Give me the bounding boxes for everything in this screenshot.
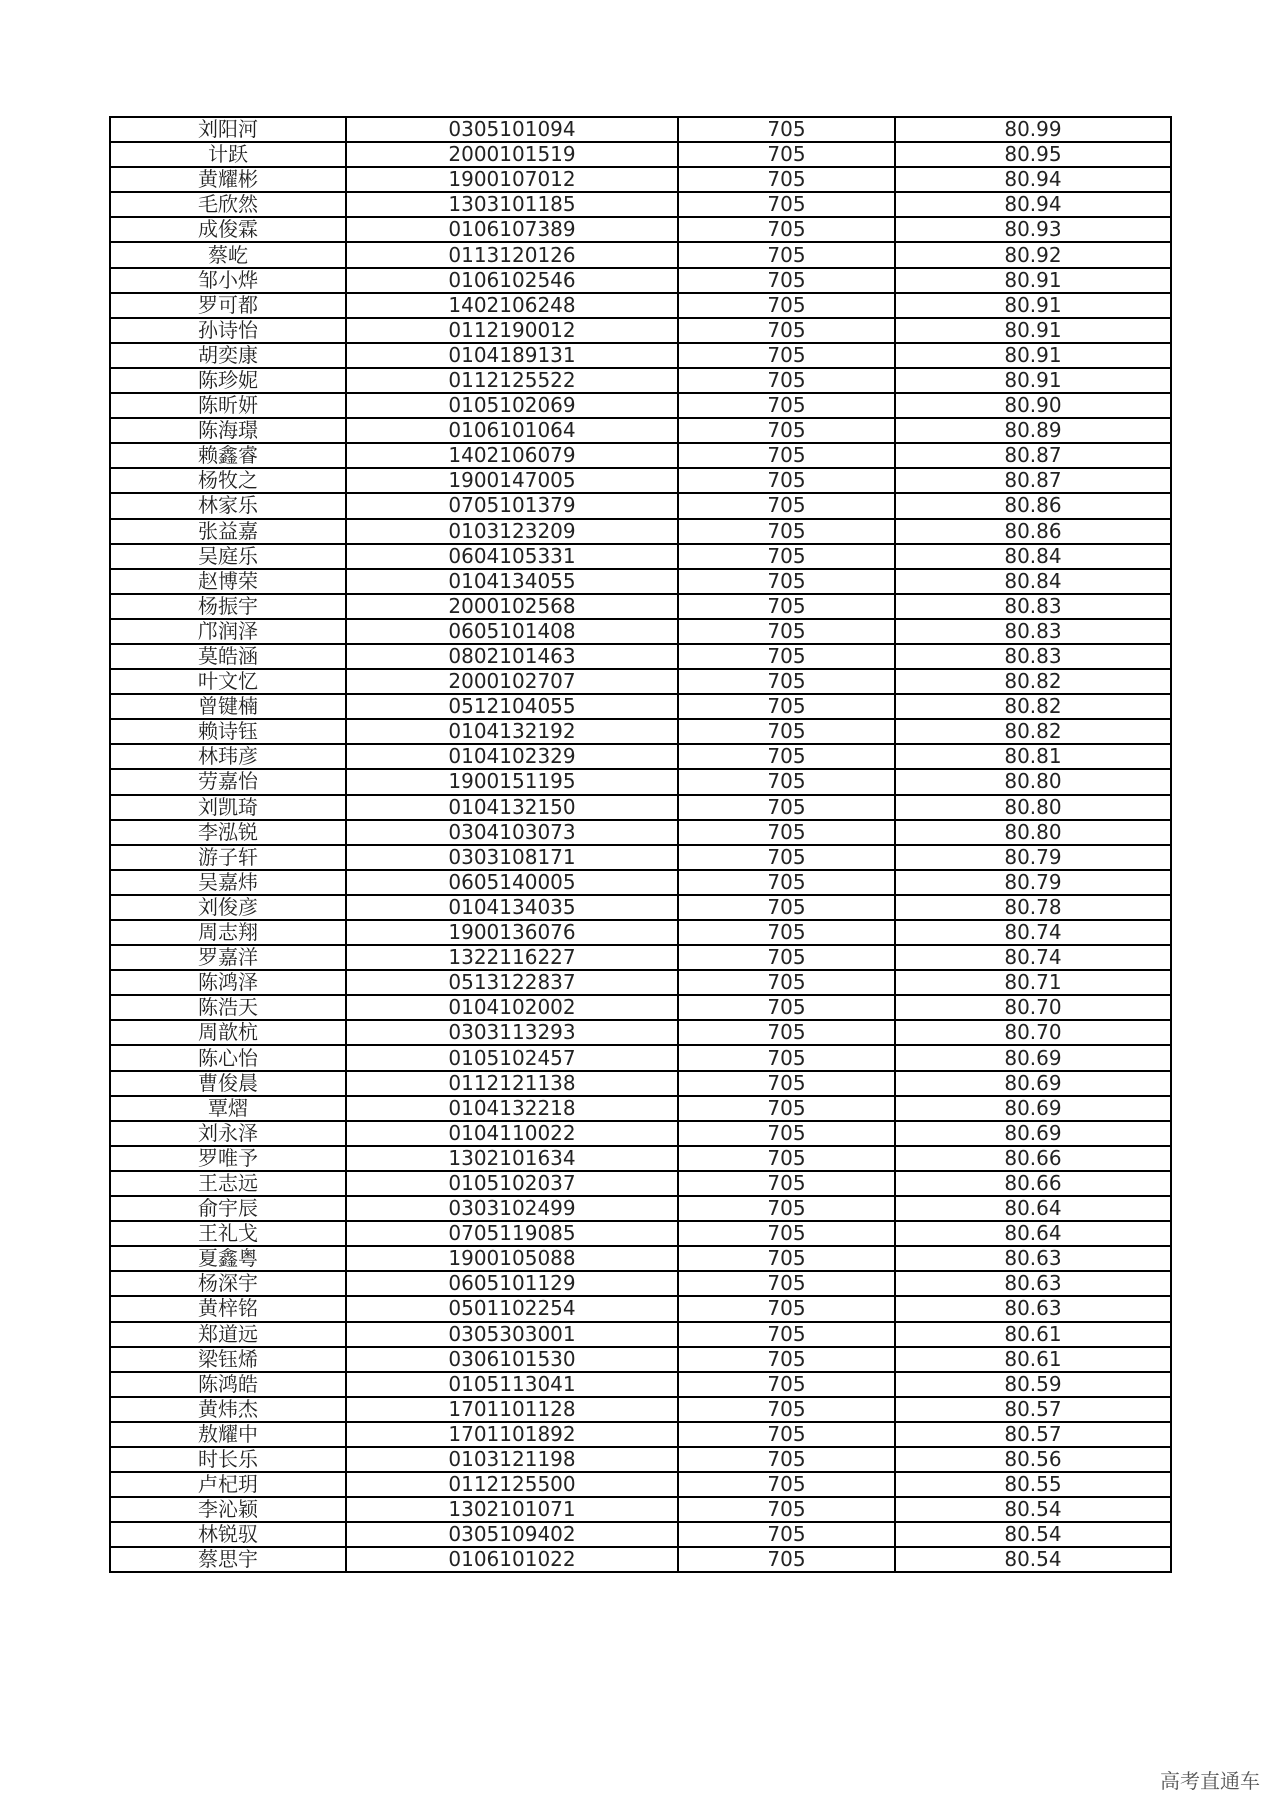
- name-cell: 赖鑫睿: [110, 443, 346, 468]
- table-row: [110, 1447, 1171, 1472]
- code-cell: 705: [678, 870, 895, 895]
- id-cell: 0605140005: [346, 870, 678, 895]
- code-cell: 705: [678, 1422, 895, 1447]
- code-cell: 705: [678, 1020, 895, 1045]
- id-cell: 0103121198: [346, 1447, 678, 1472]
- code-cell: 705: [678, 493, 895, 518]
- id-cell: 0112125522: [346, 368, 678, 393]
- table-row: [110, 920, 1171, 945]
- score-cell: 80.91: [895, 293, 1171, 318]
- id-cell: 0106102546: [346, 268, 678, 293]
- score-cell: 80.69: [895, 1096, 1171, 1121]
- code-cell: 705: [678, 1397, 895, 1422]
- table-row: [110, 1196, 1171, 1221]
- table-row: [110, 820, 1171, 845]
- name-cell: 梁钰烯: [110, 1347, 346, 1372]
- code-cell: 705: [678, 920, 895, 945]
- score-cell: 80.70: [895, 995, 1171, 1020]
- table-row: [110, 694, 1171, 719]
- id-cell: 1402106079: [346, 443, 678, 468]
- score-cell: 80.59: [895, 1372, 1171, 1397]
- code-cell: 705: [678, 242, 895, 267]
- code-cell: 705: [678, 217, 895, 242]
- name-cell: 李泓锐: [110, 820, 346, 845]
- name-cell: 陈浩天: [110, 995, 346, 1020]
- code-cell: 705: [678, 945, 895, 970]
- code-cell: 705: [678, 443, 895, 468]
- id-cell: 0304103073: [346, 820, 678, 845]
- name-cell: 曹俊晨: [110, 1071, 346, 1096]
- name-cell: 俞宇辰: [110, 1196, 346, 1221]
- code-cell: 705: [678, 318, 895, 343]
- name-cell: 陈昕妍: [110, 393, 346, 418]
- score-cell: 80.83: [895, 594, 1171, 619]
- table-row: [110, 268, 1171, 293]
- table-row: [110, 719, 1171, 744]
- score-table-body: [110, 117, 1171, 1572]
- score-cell: 80.90: [895, 393, 1171, 418]
- id-cell: 2000102568: [346, 594, 678, 619]
- id-cell: 1900136076: [346, 920, 678, 945]
- code-cell: 705: [678, 769, 895, 794]
- name-cell: 陈心怡: [110, 1045, 346, 1070]
- name-cell: 郑道远: [110, 1322, 346, 1347]
- score-cell: 80.87: [895, 468, 1171, 493]
- id-cell: 0104110022: [346, 1121, 678, 1146]
- table-row: [110, 192, 1171, 217]
- table-row: [110, 142, 1171, 167]
- score-cell: 80.91: [895, 343, 1171, 368]
- id-cell: 0513122837: [346, 970, 678, 995]
- score-cell: 80.94: [895, 167, 1171, 192]
- table-row: [110, 293, 1171, 318]
- id-cell: 1900151195: [346, 769, 678, 794]
- table-row: [110, 569, 1171, 594]
- table-row: [110, 1422, 1171, 1447]
- table-row: [110, 1397, 1171, 1422]
- name-cell: 罗唯予: [110, 1146, 346, 1171]
- table-row: [110, 368, 1171, 393]
- id-cell: 0105113041: [346, 1372, 678, 1397]
- name-cell: 邹小烨: [110, 268, 346, 293]
- code-cell: 705: [678, 970, 895, 995]
- name-cell: 杨振宇: [110, 594, 346, 619]
- table-row: [110, 468, 1171, 493]
- code-cell: 705: [678, 1472, 895, 1497]
- code-cell: 705: [678, 820, 895, 845]
- score-cell: 80.70: [895, 1020, 1171, 1045]
- code-cell: 705: [678, 519, 895, 544]
- id-cell: 1701101892: [346, 1422, 678, 1447]
- id-cell: 0105102069: [346, 393, 678, 418]
- table-row: [110, 117, 1171, 142]
- name-cell: 劳嘉怡: [110, 769, 346, 794]
- table-row: [110, 493, 1171, 518]
- score-cell: 80.86: [895, 493, 1171, 518]
- name-cell: 叶文忆: [110, 669, 346, 694]
- code-cell: 705: [678, 1547, 895, 1572]
- table-row: [110, 1271, 1171, 1296]
- name-cell: 赖诗钰: [110, 719, 346, 744]
- code-cell: 705: [678, 192, 895, 217]
- table-row: [110, 1020, 1171, 1045]
- name-cell: 赵博荣: [110, 569, 346, 594]
- id-cell: 0105102457: [346, 1045, 678, 1070]
- name-cell: 王志远: [110, 1171, 346, 1196]
- id-cell: 1302101634: [346, 1146, 678, 1171]
- score-cell: 80.55: [895, 1472, 1171, 1497]
- score-cell: 80.80: [895, 795, 1171, 820]
- id-cell: 0112190012: [346, 318, 678, 343]
- code-cell: 705: [678, 895, 895, 920]
- code-cell: 705: [678, 544, 895, 569]
- table-row: [110, 669, 1171, 694]
- table-row: [110, 1171, 1171, 1196]
- name-cell: 胡奕康: [110, 343, 346, 368]
- id-cell: 0106107389: [346, 217, 678, 242]
- score-cell: 80.79: [895, 870, 1171, 895]
- id-cell: 0105102037: [346, 1171, 678, 1196]
- code-cell: 705: [678, 1447, 895, 1472]
- table-row: [110, 945, 1171, 970]
- id-cell: 0103123209: [346, 519, 678, 544]
- score-cell: 80.80: [895, 769, 1171, 794]
- name-cell: 夏鑫粤: [110, 1246, 346, 1271]
- score-cell: 80.54: [895, 1497, 1171, 1522]
- id-cell: 0104132192: [346, 719, 678, 744]
- code-cell: 705: [678, 795, 895, 820]
- score-cell: 80.93: [895, 217, 1171, 242]
- table-row: [110, 1121, 1171, 1146]
- score-cell: 80.83: [895, 619, 1171, 644]
- name-cell: 周歆杭: [110, 1020, 346, 1045]
- id-cell: 0605101129: [346, 1271, 678, 1296]
- table-row: [110, 594, 1171, 619]
- table-row: [110, 1146, 1171, 1171]
- name-cell: 黄耀彬: [110, 167, 346, 192]
- score-cell: 80.63: [895, 1246, 1171, 1271]
- table-row: [110, 217, 1171, 242]
- code-cell: 705: [678, 594, 895, 619]
- name-cell: 陈珍妮: [110, 368, 346, 393]
- id-cell: 1302101071: [346, 1497, 678, 1522]
- id-cell: 0104102329: [346, 744, 678, 769]
- score-cell: 80.79: [895, 845, 1171, 870]
- score-cell: 80.63: [895, 1271, 1171, 1296]
- watermark-text: 高考直通车: [1160, 1769, 1260, 1793]
- name-cell: 曾键楠: [110, 694, 346, 719]
- id-cell: 0104132218: [346, 1096, 678, 1121]
- code-cell: 705: [678, 393, 895, 418]
- id-cell: 1900147005: [346, 468, 678, 493]
- score-cell: 80.82: [895, 669, 1171, 694]
- score-cell: 80.54: [895, 1522, 1171, 1547]
- name-cell: 莫皓涵: [110, 644, 346, 669]
- id-cell: 0104132150: [346, 795, 678, 820]
- score-cell: 80.92: [895, 242, 1171, 267]
- id-cell: 0303108171: [346, 845, 678, 870]
- table-row: [110, 544, 1171, 569]
- score-cell: 80.57: [895, 1422, 1171, 1447]
- score-cell: 80.54: [895, 1547, 1171, 1572]
- id-cell: 0604105331: [346, 544, 678, 569]
- table-row: [110, 343, 1171, 368]
- table-row: [110, 845, 1171, 870]
- score-cell: 80.66: [895, 1171, 1171, 1196]
- code-cell: 705: [678, 1146, 895, 1171]
- code-cell: 705: [678, 343, 895, 368]
- code-cell: 705: [678, 418, 895, 443]
- name-cell: 成俊霖: [110, 217, 346, 242]
- score-cell: 80.82: [895, 719, 1171, 744]
- table-row: [110, 519, 1171, 544]
- table-row: [110, 1071, 1171, 1096]
- id-cell: 0113120126: [346, 242, 678, 267]
- id-cell: 1900105088: [346, 1246, 678, 1271]
- name-cell: 陈鸿泽: [110, 970, 346, 995]
- id-cell: 0305303001: [346, 1322, 678, 1347]
- table-row: [110, 242, 1171, 267]
- id-cell: 0104102002: [346, 995, 678, 1020]
- table-row: [110, 644, 1171, 669]
- name-cell: 刘阳河: [110, 117, 346, 142]
- table-row: [110, 1472, 1171, 1497]
- name-cell: 邝润泽: [110, 619, 346, 644]
- table-row: [110, 1372, 1171, 1397]
- id-cell: 0106101022: [346, 1547, 678, 1572]
- name-cell: 覃熠: [110, 1096, 346, 1121]
- score-cell: 80.69: [895, 1121, 1171, 1146]
- name-cell: 敖耀中: [110, 1422, 346, 1447]
- code-cell: 705: [678, 167, 895, 192]
- name-cell: 计跃: [110, 142, 346, 167]
- score-table: [109, 116, 1172, 1573]
- code-cell: 705: [678, 293, 895, 318]
- table-row: [110, 1497, 1171, 1522]
- table-row: [110, 769, 1171, 794]
- table-row: [110, 619, 1171, 644]
- table-row: [110, 744, 1171, 769]
- name-cell: 陈海璟: [110, 418, 346, 443]
- code-cell: 705: [678, 694, 895, 719]
- code-cell: 705: [678, 368, 895, 393]
- name-cell: 杨牧之: [110, 468, 346, 493]
- score-cell: 80.69: [895, 1045, 1171, 1070]
- score-cell: 80.91: [895, 318, 1171, 343]
- name-cell: 周志翔: [110, 920, 346, 945]
- code-cell: 705: [678, 117, 895, 142]
- code-cell: 705: [678, 1096, 895, 1121]
- code-cell: 705: [678, 1347, 895, 1372]
- table-row: [110, 1522, 1171, 1547]
- id-cell: 0303102499: [346, 1196, 678, 1221]
- id-cell: 1701101128: [346, 1397, 678, 1422]
- score-cell: 80.91: [895, 368, 1171, 393]
- code-cell: 705: [678, 644, 895, 669]
- score-cell: 80.84: [895, 569, 1171, 594]
- name-cell: 黄梓铭: [110, 1296, 346, 1321]
- id-cell: 0705119085: [346, 1221, 678, 1246]
- score-cell: 80.86: [895, 519, 1171, 544]
- name-cell: 刘凯琦: [110, 795, 346, 820]
- table-row: [110, 1347, 1171, 1372]
- table-row: [110, 393, 1171, 418]
- id-cell: 0705101379: [346, 493, 678, 518]
- name-cell: 张益嘉: [110, 519, 346, 544]
- score-cell: 80.56: [895, 1447, 1171, 1472]
- table-row: [110, 1547, 1171, 1572]
- id-cell: 0112125500: [346, 1472, 678, 1497]
- id-cell: 0605101408: [346, 619, 678, 644]
- id-cell: 2000102707: [346, 669, 678, 694]
- name-cell: 时长乐: [110, 1447, 346, 1472]
- name-cell: 李沁颖: [110, 1497, 346, 1522]
- code-cell: 705: [678, 1171, 895, 1196]
- table-row: [110, 970, 1171, 995]
- code-cell: 705: [678, 744, 895, 769]
- code-cell: 705: [678, 1221, 895, 1246]
- id-cell: 2000101519: [346, 142, 678, 167]
- code-cell: 705: [678, 1497, 895, 1522]
- name-cell: 王礼戈: [110, 1221, 346, 1246]
- score-cell: 80.64: [895, 1196, 1171, 1221]
- name-cell: 毛欣然: [110, 192, 346, 217]
- id-cell: 0306101530: [346, 1347, 678, 1372]
- score-cell: 80.57: [895, 1397, 1171, 1422]
- table-row: [110, 1322, 1171, 1347]
- score-cell: 80.99: [895, 117, 1171, 142]
- code-cell: 705: [678, 719, 895, 744]
- name-cell: 林玮彦: [110, 744, 346, 769]
- table-row: [110, 1296, 1171, 1321]
- code-cell: 705: [678, 1372, 895, 1397]
- code-cell: 705: [678, 1522, 895, 1547]
- code-cell: 705: [678, 268, 895, 293]
- name-cell: 吴嘉炜: [110, 870, 346, 895]
- score-cell: 80.66: [895, 1146, 1171, 1171]
- name-cell: 游子轩: [110, 845, 346, 870]
- id-cell: 0104189131: [346, 343, 678, 368]
- code-cell: 705: [678, 1121, 895, 1146]
- code-cell: 705: [678, 142, 895, 167]
- score-cell: 80.63: [895, 1296, 1171, 1321]
- code-cell: 705: [678, 1196, 895, 1221]
- id-cell: 1303101185: [346, 192, 678, 217]
- id-cell: 0106101064: [346, 418, 678, 443]
- code-cell: 705: [678, 845, 895, 870]
- score-cell: 80.94: [895, 192, 1171, 217]
- name-cell: 林家乐: [110, 493, 346, 518]
- table-row: [110, 1221, 1171, 1246]
- code-cell: 705: [678, 1271, 895, 1296]
- code-cell: 705: [678, 468, 895, 493]
- name-cell: 孙诗怡: [110, 318, 346, 343]
- code-cell: 705: [678, 995, 895, 1020]
- score-cell: 80.69: [895, 1071, 1171, 1096]
- score-cell: 80.61: [895, 1347, 1171, 1372]
- score-cell: 80.78: [895, 895, 1171, 920]
- name-cell: 蔡屹: [110, 242, 346, 267]
- score-cell: 80.95: [895, 142, 1171, 167]
- name-cell: 刘永泽: [110, 1121, 346, 1146]
- table-row: [110, 895, 1171, 920]
- code-cell: 705: [678, 669, 895, 694]
- id-cell: 0104134035: [346, 895, 678, 920]
- name-cell: 罗嘉洋: [110, 945, 346, 970]
- name-cell: 卢杞玥: [110, 1472, 346, 1497]
- code-cell: 705: [678, 1322, 895, 1347]
- table-row: [110, 443, 1171, 468]
- score-cell: 80.82: [895, 694, 1171, 719]
- id-cell: 0305101094: [346, 117, 678, 142]
- score-cell: 80.83: [895, 644, 1171, 669]
- id-cell: 0802101463: [346, 644, 678, 669]
- table-row: [110, 1096, 1171, 1121]
- table-row: [110, 318, 1171, 343]
- id-cell: 1402106248: [346, 293, 678, 318]
- score-cell: 80.71: [895, 970, 1171, 995]
- score-cell: 80.81: [895, 744, 1171, 769]
- score-cell: 80.64: [895, 1221, 1171, 1246]
- score-cell: 80.74: [895, 920, 1171, 945]
- score-cell: 80.89: [895, 418, 1171, 443]
- table-row: [110, 870, 1171, 895]
- id-cell: 0303113293: [346, 1020, 678, 1045]
- code-cell: 705: [678, 619, 895, 644]
- score-cell: 80.80: [895, 820, 1171, 845]
- name-cell: 陈鸿皓: [110, 1372, 346, 1397]
- table-row: [110, 795, 1171, 820]
- table-row: [110, 1045, 1171, 1070]
- table-row: [110, 167, 1171, 192]
- id-cell: 0501102254: [346, 1296, 678, 1321]
- score-cell: 80.84: [895, 544, 1171, 569]
- id-cell: 0112121138: [346, 1071, 678, 1096]
- id-cell: 0305109402: [346, 1522, 678, 1547]
- name-cell: 林锐驭: [110, 1522, 346, 1547]
- score-cell: 80.61: [895, 1322, 1171, 1347]
- id-cell: 0104134055: [346, 569, 678, 594]
- score-cell: 80.74: [895, 945, 1171, 970]
- name-cell: 罗可都: [110, 293, 346, 318]
- code-cell: 705: [678, 1246, 895, 1271]
- table-row: [110, 995, 1171, 1020]
- code-cell: 705: [678, 1045, 895, 1070]
- name-cell: 杨深宇: [110, 1271, 346, 1296]
- name-cell: 黄炜杰: [110, 1397, 346, 1422]
- code-cell: 705: [678, 569, 895, 594]
- table-row: [110, 418, 1171, 443]
- code-cell: 705: [678, 1071, 895, 1096]
- name-cell: 刘俊彦: [110, 895, 346, 920]
- id-cell: 0512104055: [346, 694, 678, 719]
- id-cell: 1322116227: [346, 945, 678, 970]
- score-cell: 80.91: [895, 268, 1171, 293]
- code-cell: 705: [678, 1296, 895, 1321]
- table-row: [110, 1246, 1171, 1271]
- name-cell: 蔡思宇: [110, 1547, 346, 1572]
- id-cell: 1900107012: [346, 167, 678, 192]
- score-cell: 80.87: [895, 443, 1171, 468]
- name-cell: 吴庭乐: [110, 544, 346, 569]
